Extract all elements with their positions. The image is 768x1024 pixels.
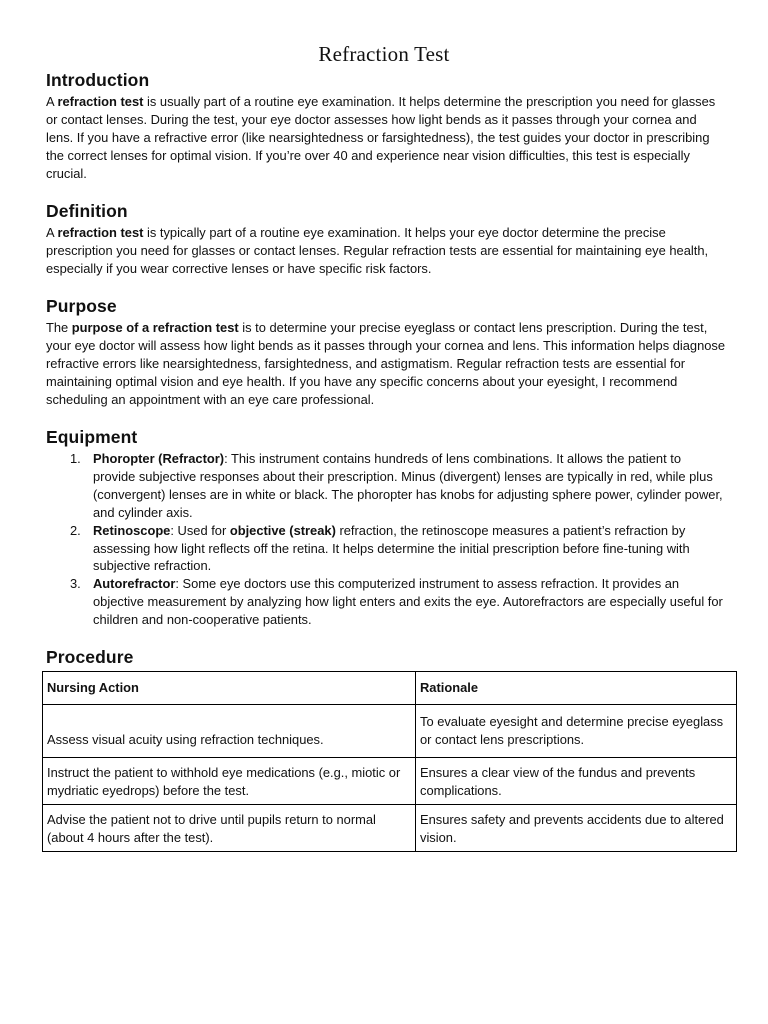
equipment-item-text: : Used for <box>170 522 230 538</box>
rationale-cell: To evaluate eyesight and determine precise eyeglass or contact lens prescriptions. <box>416 705 737 758</box>
page-title: Refraction Test <box>318 42 450 66</box>
introduction-paragraph <box>46 93 726 183</box>
table-row <box>43 805 737 852</box>
introduction-section <box>46 69 726 183</box>
equipment-item-title: Retinoscope <box>93 522 171 538</box>
equipment-item-bold-term: objective (streak) <box>229 522 336 538</box>
purpose-heading: Purpose <box>46 296 117 316</box>
equipment-item-phoropter <box>70 450 726 522</box>
nursing-action-cell: Instruct the patient to withhold eye medications (e.g., miotic or mydriatic eyedrops) before the test. <box>43 758 416 805</box>
column-header-nursing-action: Nursing Action <box>43 672 416 705</box>
introduction-pre: A <box>46 94 58 109</box>
nursing-action-cell: Advise the patient not to drive until pupils return to normal (about 4 hours after the test). <box>43 805 416 852</box>
rationale-cell: Ensures safety and prevents accidents due to altered vision. <box>416 805 737 852</box>
equipment-item-text: : Some eye doctors use this computerized instrument to assess refraction. It provides an objective measurement by analyzing how light enters and exits the eye. Autorefractors are especially useful for children and non-cooperative patients. <box>93 576 723 628</box>
purpose-paragraph <box>46 319 726 409</box>
column-header-rationale: Rationale <box>416 672 737 705</box>
equipment-heading: Equipment <box>46 427 138 447</box>
equipment-list <box>46 450 726 629</box>
introduction-text: is usually part of a routine eye examination. It helps determine the prescription you need for glasses or contact lenses. During the test, your eye doctor assesses how light bends as it passes through your cornea and lens. If you have a refractive error (like nearsightedness or farsightedness), the test guides your doctor in prescribing the correct lenses for optimal vision. If you’re over 40 and experience near vision difficulties, this test is especially crucial. <box>46 94 716 181</box>
list-number: 3. <box>70 576 81 592</box>
purpose-section <box>46 295 726 409</box>
rationale-cell: Ensures a clear view of the fundus and prevents complications. <box>416 758 737 805</box>
introduction-heading: Introduction <box>46 70 150 90</box>
equipment-section <box>46 426 726 629</box>
equipment-item-text: : This instrument contains hundreds of lens combinations. It allows the patient to provide subjective responses about their prescription. Minus (divergent) lenses are typically in red, while plus (convergent) lenses are in white or black. The phoropter has knobs for adjusting sphere power, cylinder power, and cylinder axis. <box>93 451 723 520</box>
equipment-item-text: refraction, the retinoscope measures a patient’s refraction by assessing how light reflects off the retina. It helps determine the initial prescription before fine-tuning with subjective refraction. <box>93 522 690 574</box>
equipment-item-autorefractor <box>70 575 726 629</box>
equipment-item-title: Autorefractor <box>93 576 176 592</box>
purpose-bold-term: purpose of a refraction test <box>71 320 239 335</box>
definition-heading: Definition <box>46 201 128 221</box>
table-row <box>43 705 737 758</box>
definition-pre: A <box>46 225 58 240</box>
list-number: 2. <box>70 522 81 538</box>
equipment-item-retinoscope <box>70 522 726 576</box>
procedure-section <box>46 646 726 668</box>
table-header-row <box>43 672 737 705</box>
purpose-text: is to determine your precise eyeglass or contact lens prescription. During the test, your eye doctor will assess how light bends as it passes through your cornea and lens. This information helps diagnose refractive errors like nearsightedness, farsightedness, and astigmatism. Regular refraction tests are essential for maintaining optimal vision and eye health. If you have any specific concerns about your eyesight, I recommend scheduling an appointment with an eye care professional. <box>46 320 726 407</box>
definition-section <box>46 200 726 278</box>
purpose-pre: The <box>46 320 72 335</box>
procedure-table <box>42 671 737 852</box>
procedure-heading: Procedure <box>46 647 134 667</box>
nursing-action-cell: Assess visual acuity using refraction techniques. <box>43 705 416 758</box>
definition-bold-term: refraction test <box>57 225 144 240</box>
introduction-bold-term: refraction test <box>57 94 144 109</box>
equipment-item-title: Phoropter (Refractor) <box>93 451 225 466</box>
table-row <box>43 758 737 805</box>
definition-paragraph <box>46 224 726 278</box>
definition-text: is typically part of a routine eye examination. It helps your eye doctor determine the precise prescription you need for glasses or contact lenses. Regular refraction tests are essential for maintaining eye health, especially if you wear corrective lenses or have specific risk factors. <box>46 225 709 276</box>
list-number: 1. <box>70 451 81 466</box>
